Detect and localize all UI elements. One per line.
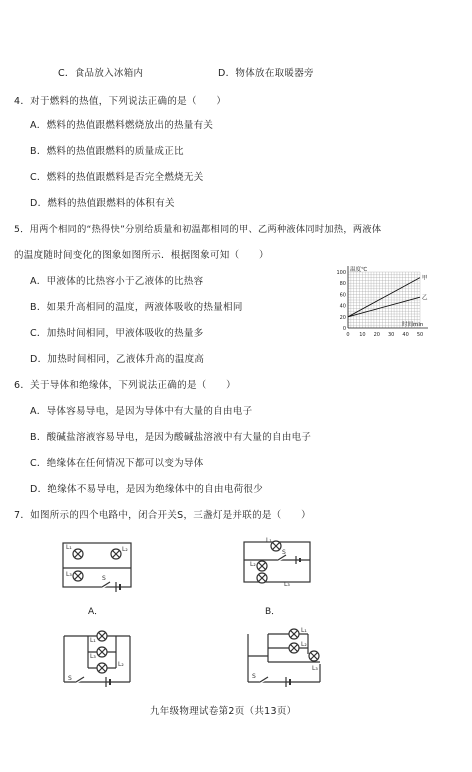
x-tick-label: 0 bbox=[346, 332, 350, 338]
x-tick-label: 30 bbox=[388, 332, 395, 338]
x-tick-label: 10 bbox=[359, 332, 366, 338]
q4-option-b: B．燃料的热值跟燃料的质量成正比 bbox=[30, 146, 184, 157]
q4-option-d: D．燃料的热值跟燃料的体积有关 bbox=[30, 198, 175, 209]
circuit-diagram-d bbox=[238, 626, 328, 688]
q3-option-c: C．食品放入冰箱内 bbox=[58, 68, 144, 79]
x-tick-label: 50 bbox=[416, 332, 424, 338]
circuit-a-label-l1: L₁ bbox=[66, 544, 72, 551]
circuit-c-label-l2: L₂ bbox=[118, 661, 124, 668]
circuit-b-label-s: S bbox=[282, 549, 286, 556]
q5-stem-line2: 的温度随时间变化的图象如图所示．根据图象可知（ ） bbox=[14, 250, 269, 261]
chart-axes bbox=[348, 266, 428, 328]
q6-option-c: C．绝缘体在任何情况下都可以变为导体 bbox=[30, 458, 204, 469]
y-tick-label: 100 bbox=[336, 270, 346, 276]
x-tick-label: 40 bbox=[402, 332, 409, 338]
q4-stem: 4．对于燃料的热值，下列说法正确的是（ ） bbox=[14, 96, 227, 107]
circuit-d-label-l1: L₁ bbox=[301, 627, 307, 634]
q5-option-d: D．加热时间相同，乙液体升高的温度高 bbox=[30, 354, 205, 365]
circuit-c-label-s: S bbox=[68, 675, 72, 682]
q6-option-a: A．导体容易导电，是因为导体中有大量的自由电子 bbox=[30, 406, 253, 417]
temperature-time-chart bbox=[326, 262, 436, 340]
q6-stem: 6．关于导体和绝缘体，下列说法正确的是（ ） bbox=[14, 380, 236, 391]
q6-option-b: B．酸碱盐溶液容易导电，是因为酸碱盐溶液中有大量的自由电子 bbox=[30, 432, 312, 443]
circuit-diagram-a bbox=[58, 538, 138, 594]
series-label-jia: 甲 bbox=[422, 275, 428, 282]
circuit-d-label-l3: L₃ bbox=[312, 665, 318, 672]
q3-option-d: D．物体放在取暖器旁 bbox=[218, 68, 314, 79]
q5-option-b: B．如果升高相同的温度，两液体吸收的热量相同 bbox=[30, 302, 243, 313]
page-footer: 九年级物理试卷第2页（共13页） bbox=[150, 706, 297, 717]
y-tick-label: 40 bbox=[339, 303, 346, 310]
circuit-b-label-l3: L₃ bbox=[284, 581, 290, 588]
circuit-a-caption: A． bbox=[88, 607, 104, 617]
y-axis-label: 温度℃ bbox=[350, 267, 368, 273]
circuit-diagram-c bbox=[58, 628, 138, 688]
x-axis-label: 时间min bbox=[402, 322, 424, 328]
circuit-b-caption: B． bbox=[265, 607, 281, 617]
series-label-yi: 乙 bbox=[422, 295, 428, 302]
circuit-diagram-b bbox=[238, 536, 318, 592]
circuit-a-label-s: S bbox=[102, 575, 106, 582]
y-tick-label: 0 bbox=[342, 326, 346, 332]
q5-option-c: C．加热时间相同，甲液体吸收的热量多 bbox=[30, 328, 204, 339]
y-tick-label: 60 bbox=[339, 292, 346, 299]
q4-option-a: A．燃料的热值跟燃料燃烧放出的热量有关 bbox=[30, 120, 214, 131]
circuit-a-label-l3: L₃ bbox=[66, 571, 72, 578]
y-tick-label: 80 bbox=[339, 281, 346, 288]
circuit-b-label-l1: L₁ bbox=[266, 537, 272, 544]
circuit-a-label-l2: L₂ bbox=[122, 546, 128, 553]
q7-stem: 7．如图所示的四个电路中，闭合开关S，三盏灯是并联的是（ ） bbox=[14, 510, 311, 521]
circuit-d-label-s: S bbox=[252, 673, 256, 680]
circuit-c-label-l1: L₁ bbox=[90, 637, 96, 644]
q5-option-a: A．甲液体的比热容小于乙液体的比热容 bbox=[30, 276, 204, 287]
q4-option-c: C．燃料的热值跟燃料是否完全燃烧无关 bbox=[30, 172, 204, 183]
circuit-d-label-l2: L₂ bbox=[301, 641, 307, 648]
q5-stem-line1: 5．用两个相同的“热得快”分别给质量和初温都相同的甲、乙两种液体同时加热，两液体 bbox=[14, 224, 382, 235]
circuit-c-label-l3: L₃ bbox=[90, 653, 96, 660]
y-tick-label: 20 bbox=[339, 314, 346, 321]
q6-option-d: D．绝缘体不易导电，是因为绝缘体中的自由电荷很少 bbox=[30, 484, 264, 495]
x-tick-label: 20 bbox=[373, 332, 380, 338]
circuit-b-label-l2: L₂ bbox=[250, 561, 256, 568]
